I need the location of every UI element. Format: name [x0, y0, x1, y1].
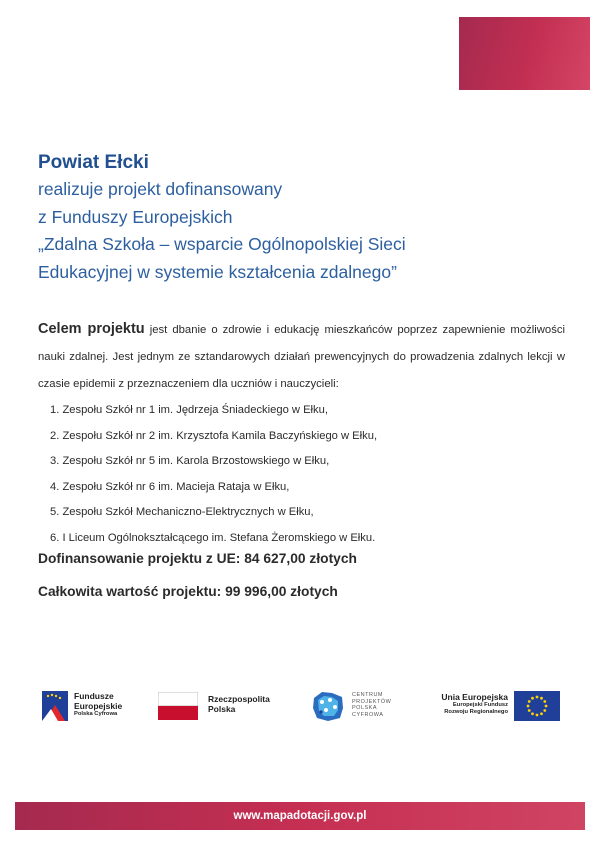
heading-line-2: realizuje projekt dofinansowany	[38, 179, 283, 199]
schools-list	[50, 398, 570, 551]
cpp-line2: PROJEKTÓW	[352, 698, 392, 705]
funding-amount: Dofinansowanie projektu z UE: 84 627,00 złotych	[38, 551, 357, 566]
fe-line1: Fundusze	[74, 691, 114, 701]
project-goal-paragraph	[38, 316, 565, 398]
rp-line1: Rzeczpospolita	[208, 694, 270, 704]
list-item: 5. Zespołu Szkół Mechaniczno-Elektrycznych w Ełku,	[50, 506, 314, 518]
cpp-line4: CYFROWA	[352, 711, 384, 718]
eu-line1: Unia Europejska	[441, 692, 508, 702]
list-item: 1. Zespołu Szkół nr 1 im. Jędrzeja Śniadeckiego w Ełku,	[50, 404, 328, 416]
eu-line3: Rozwoju Regionalnego	[444, 709, 508, 715]
list-item: 3. Zespołu Szkół nr 5 im. Karola Brzostowskiego w Ełku,	[50, 455, 330, 467]
polish-flag-icon	[158, 692, 198, 720]
poster-heading	[38, 150, 578, 286]
fe-emblem-icon	[42, 691, 68, 721]
list-item: 6. I Liceum Ogólnokształcącego im. Stefana Żeromskiego w Ełku.	[50, 531, 376, 544]
cpp-line3: POLSKA	[352, 705, 378, 711]
goal-lead: Celem projektu	[38, 321, 145, 337]
heading-project-title-2: Edukacyjnej w systemie kształcenia zdalnego”	[38, 261, 397, 282]
eu-flag-icon	[514, 691, 560, 721]
heading-county: Powiat Ełcki	[38, 152, 149, 173]
rp-line2: Polska	[208, 704, 236, 714]
list-item: 4. Zespołu Szkół nr 6 im. Macieja Rataja w Ełku,	[50, 480, 290, 493]
eu-logo	[420, 684, 560, 728]
footer-bar	[15, 802, 585, 830]
rp-logo	[158, 684, 288, 728]
fe-logo	[40, 684, 150, 728]
heading-line-3: z Funduszy Europejskich	[38, 206, 233, 227]
total-value: Całkowita wartość projektu: 99 996,00 złotych	[38, 584, 338, 599]
goal-text: jest dbanie o zdrowie i edukację mieszkańców poprzez zapewnienie możliwości nauki zdalnej. Jest jednym ze sztandarowych działań prewencyjnych do prowadzenia zdalnych lekcji w czasie epidemii z przeznaczeniem dla uczniów i nauczycieli:	[38, 324, 566, 390]
list-item: 2. Zespołu Szkół nr 2 im. Krzysztofa Kamila Baczyńskiego w Ełku,	[50, 429, 378, 442]
logos-strip	[40, 684, 560, 728]
eu-line2: Europejski Fundusz	[452, 702, 508, 708]
cpp-logo	[310, 684, 420, 728]
cpp-emblem-icon	[310, 688, 346, 724]
heading-project-title-1: „Zdalna Szkoła – wsparcie Ogólnopolskiej Sieci	[38, 234, 406, 254]
footer-website-link[interactable]: www.mapadotacji.gov.pl	[233, 810, 367, 822]
decorative-corner-block	[459, 17, 590, 90]
fe-line2: Europejskie	[74, 701, 123, 711]
cpp-line1: CENTRUM	[352, 692, 383, 698]
fe-line3: Polska Cyfrowa	[74, 711, 118, 717]
